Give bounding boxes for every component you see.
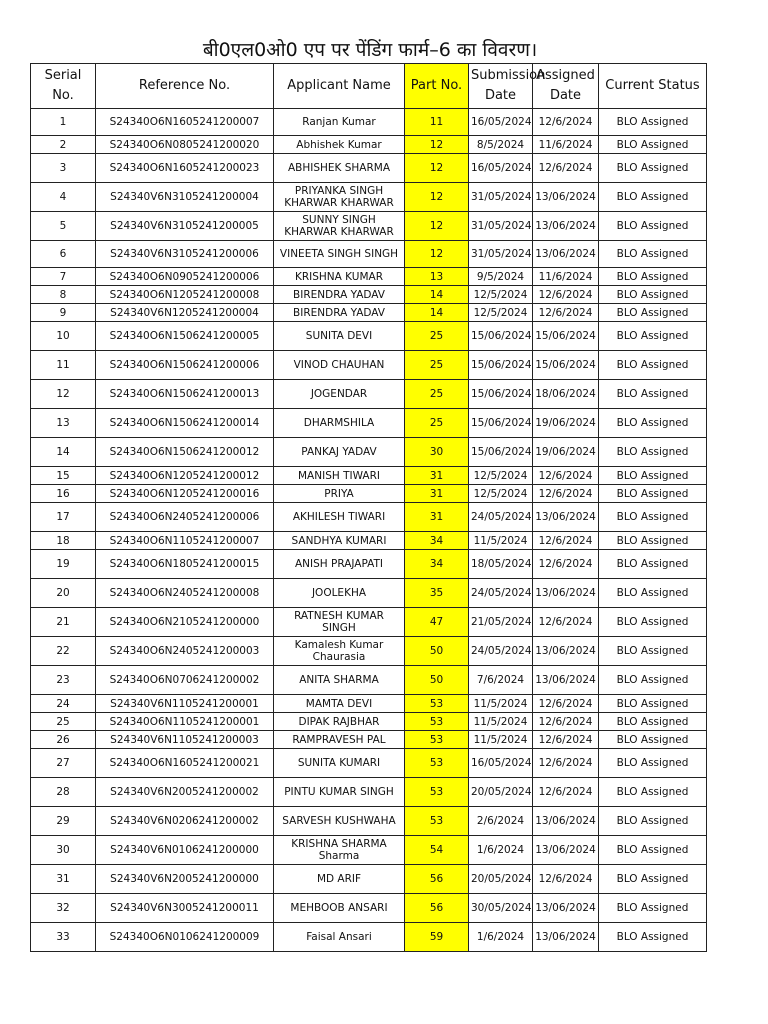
part-number-cell: 34 (405, 532, 469, 550)
part-number-cell: 53 (405, 807, 469, 836)
applicant-name-cell: SARVESH KUSHWAHA (274, 807, 405, 836)
assigned-date-cell: 13/06/2024 (533, 836, 599, 865)
applicant-name-cell: ANISH PRAJAPATI (274, 550, 405, 579)
reference-cell: S24340V6N1205241200004 (96, 304, 274, 322)
assigned-date-cell: 13/06/2024 (533, 923, 599, 952)
submission-date-cell: 12/5/2024 (469, 286, 533, 304)
table-row (31, 731, 707, 749)
submission-date-cell: 15/06/2024 (469, 438, 533, 467)
reference-cell: S24340O6N1205241200016 (96, 485, 274, 503)
part-number-cell: 14 (405, 286, 469, 304)
applicant-name-cell: Ranjan Kumar (274, 109, 405, 136)
status-cell: BLO Assigned (599, 666, 707, 695)
part-number-cell: 53 (405, 731, 469, 749)
assigned-date-cell: 12/6/2024 (533, 485, 599, 503)
applicant-name-cell: SANDHYA KUMARI (274, 532, 405, 550)
document-title: बी0एल0ओ0 एप पर पेंडिंग फार्म–6 का विवरण। (202, 39, 538, 61)
serial-cell: 10 (31, 322, 96, 351)
table-row (31, 550, 707, 579)
table-row (31, 579, 707, 608)
part-number-cell: 25 (405, 322, 469, 351)
table-row (31, 380, 707, 409)
serial-cell: 28 (31, 778, 96, 807)
table-row (31, 608, 707, 637)
part-number-cell: 11 (405, 109, 469, 136)
status-cell: BLO Assigned (599, 894, 707, 923)
table-row (31, 351, 707, 380)
reference-cell: S24340O6N1506241200012 (96, 438, 274, 467)
serial-cell: 3 (31, 154, 96, 183)
part-number-cell: 25 (405, 380, 469, 409)
submission-date-cell: 31/05/2024 (469, 212, 533, 241)
table-row (31, 286, 707, 304)
assigned-date-cell: 12/6/2024 (533, 286, 599, 304)
part-number-cell: 53 (405, 695, 469, 713)
applicant-name-cell: JOOLEKHA (274, 579, 405, 608)
status-cell: BLO Assigned (599, 467, 707, 485)
table-row (31, 304, 707, 322)
reference-cell: S24340O6N0106241200009 (96, 923, 274, 952)
serial-cell: 13 (31, 409, 96, 438)
status-cell: BLO Assigned (599, 154, 707, 183)
reference-cell: S24340O6N1605241200023 (96, 154, 274, 183)
table-row (31, 695, 707, 713)
assigned-date-cell: 12/6/2024 (533, 749, 599, 778)
part-number-cell: 47 (405, 608, 469, 637)
header-reference: Reference No. (96, 64, 274, 109)
part-number-cell: 31 (405, 503, 469, 532)
applicant-name-cell: VINEETA SINGH SINGH (274, 241, 405, 268)
table-row (31, 467, 707, 485)
serial-cell: 6 (31, 241, 96, 268)
applicant-name-cell: BIRENDRA YADAV (274, 286, 405, 304)
serial-cell: 8 (31, 286, 96, 304)
table-row (31, 637, 707, 666)
reference-cell: S24340O6N1605241200007 (96, 109, 274, 136)
serial-cell: 2 (31, 136, 96, 154)
part-number-cell: 12 (405, 154, 469, 183)
table-row (31, 807, 707, 836)
pending-forms-table (30, 63, 707, 952)
submission-date-cell: 12/5/2024 (469, 304, 533, 322)
table-row (31, 109, 707, 136)
submission-date-cell: 15/06/2024 (469, 351, 533, 380)
submission-date-cell: 9/5/2024 (469, 268, 533, 286)
reference-cell: S24340O6N1506241200006 (96, 351, 274, 380)
submission-date-cell: 15/06/2024 (469, 322, 533, 351)
applicant-name-cell: DHARMSHILA (274, 409, 405, 438)
assigned-date-cell: 13/06/2024 (533, 894, 599, 923)
reference-cell: S24340O6N0905241200006 (96, 268, 274, 286)
serial-cell: 12 (31, 380, 96, 409)
serial-cell: 23 (31, 666, 96, 695)
header-serial: Serial No. (31, 64, 96, 109)
assigned-date-cell: 11/6/2024 (533, 268, 599, 286)
assigned-date-cell: 13/06/2024 (533, 666, 599, 695)
assigned-date-cell: 12/6/2024 (533, 695, 599, 713)
table-row (31, 212, 707, 241)
reference-cell: S24340O6N1205241200008 (96, 286, 274, 304)
serial-cell: 17 (31, 503, 96, 532)
part-number-cell: 35 (405, 579, 469, 608)
reference-cell: S24340V6N1105241200001 (96, 695, 274, 713)
submission-date-cell: 1/6/2024 (469, 923, 533, 952)
reference-cell: S24340O6N1506241200005 (96, 322, 274, 351)
status-cell: BLO Assigned (599, 380, 707, 409)
reference-cell: S24340O6N2405241200006 (96, 503, 274, 532)
status-cell: BLO Assigned (599, 836, 707, 865)
part-number-cell: 59 (405, 923, 469, 952)
status-cell: BLO Assigned (599, 322, 707, 351)
status-cell: BLO Assigned (599, 695, 707, 713)
table-row (31, 836, 707, 865)
assigned-date-cell: 18/06/2024 (533, 380, 599, 409)
part-number-cell: 25 (405, 351, 469, 380)
assigned-date-cell: 13/06/2024 (533, 807, 599, 836)
applicant-name-cell: BIRENDRA YADAV (274, 304, 405, 322)
applicant-name-cell: DIPAK RAJBHAR (274, 713, 405, 731)
table-row (31, 241, 707, 268)
table-row (31, 154, 707, 183)
status-cell: BLO Assigned (599, 409, 707, 438)
serial-cell: 15 (31, 467, 96, 485)
status-cell: BLO Assigned (599, 109, 707, 136)
serial-cell: 32 (31, 894, 96, 923)
serial-cell: 24 (31, 695, 96, 713)
status-cell: BLO Assigned (599, 579, 707, 608)
reference-cell: S24340V6N3105241200006 (96, 241, 274, 268)
assigned-date-cell: 12/6/2024 (533, 109, 599, 136)
serial-cell: 29 (31, 807, 96, 836)
status-cell: BLO Assigned (599, 503, 707, 532)
table-row (31, 532, 707, 550)
part-number-cell: 53 (405, 778, 469, 807)
submission-date-cell: 8/5/2024 (469, 136, 533, 154)
applicant-name-cell: Abhishek Kumar (274, 136, 405, 154)
status-cell: BLO Assigned (599, 637, 707, 666)
applicant-name-cell: Faisal Ansari (274, 923, 405, 952)
table-row (31, 778, 707, 807)
assigned-date-cell: 11/6/2024 (533, 136, 599, 154)
serial-cell: 18 (31, 532, 96, 550)
reference-cell: S24340V6N2005241200000 (96, 865, 274, 894)
status-cell: BLO Assigned (599, 713, 707, 731)
submission-date-cell: 12/5/2024 (469, 467, 533, 485)
status-cell: BLO Assigned (599, 550, 707, 579)
reference-cell: S24340V6N2005241200002 (96, 778, 274, 807)
assigned-date-cell: 12/6/2024 (533, 608, 599, 637)
table-row (31, 865, 707, 894)
status-cell: BLO Assigned (599, 749, 707, 778)
table-row (31, 136, 707, 154)
assigned-date-cell: 13/06/2024 (533, 241, 599, 268)
status-cell: BLO Assigned (599, 438, 707, 467)
submission-date-cell: 20/05/2024 (469, 865, 533, 894)
submission-date-cell: 30/05/2024 (469, 894, 533, 923)
assigned-date-cell: 13/06/2024 (533, 637, 599, 666)
table-row (31, 322, 707, 351)
status-cell: BLO Assigned (599, 212, 707, 241)
assigned-date-cell: 13/06/2024 (533, 183, 599, 212)
applicant-name-cell: ABHISHEK SHARMA (274, 154, 405, 183)
reference-cell: S24340V6N3105241200004 (96, 183, 274, 212)
table-row (31, 438, 707, 467)
header-row (31, 64, 707, 109)
status-cell: BLO Assigned (599, 532, 707, 550)
status-cell: BLO Assigned (599, 807, 707, 836)
part-number-cell: 50 (405, 637, 469, 666)
reference-cell: S24340V6N0206241200002 (96, 807, 274, 836)
header-assigned-date: Assigned Date (533, 64, 599, 109)
submission-date-cell: 7/6/2024 (469, 666, 533, 695)
part-number-cell: 12 (405, 136, 469, 154)
assigned-date-cell: 12/6/2024 (533, 304, 599, 322)
submission-date-cell: 31/05/2024 (469, 241, 533, 268)
serial-cell: 30 (31, 836, 96, 865)
submission-date-cell: 18/05/2024 (469, 550, 533, 579)
assigned-date-cell: 12/6/2024 (533, 532, 599, 550)
serial-cell: 5 (31, 212, 96, 241)
serial-cell: 4 (31, 183, 96, 212)
serial-cell: 22 (31, 637, 96, 666)
submission-date-cell: 24/05/2024 (469, 579, 533, 608)
assigned-date-cell: 12/6/2024 (533, 778, 599, 807)
reference-cell: S24340O6N1205241200012 (96, 467, 274, 485)
applicant-name-cell: VINOD CHAUHAN (274, 351, 405, 380)
part-number-cell: 12 (405, 212, 469, 241)
header-submission-date: Submission Date (469, 64, 533, 109)
serial-cell: 27 (31, 749, 96, 778)
reference-cell: S24340O6N0706241200002 (96, 666, 274, 695)
assigned-date-cell: 19/06/2024 (533, 438, 599, 467)
submission-date-cell: 15/06/2024 (469, 380, 533, 409)
table-row (31, 268, 707, 286)
header-applicant: Applicant Name (274, 64, 405, 109)
assigned-date-cell: 15/06/2024 (533, 351, 599, 380)
serial-cell: 1 (31, 109, 96, 136)
applicant-name-cell: RAMPRAVESH PAL (274, 731, 405, 749)
reference-cell: S24340V6N1105241200003 (96, 731, 274, 749)
reference-cell: S24340O6N2105241200000 (96, 608, 274, 637)
applicant-name-cell: SUNITA KUMARI (274, 749, 405, 778)
submission-date-cell: 2/6/2024 (469, 807, 533, 836)
part-number-cell: 53 (405, 749, 469, 778)
applicant-name-cell: MD ARIF (274, 865, 405, 894)
status-cell: BLO Assigned (599, 286, 707, 304)
submission-date-cell: 21/05/2024 (469, 608, 533, 637)
part-number-cell: 34 (405, 550, 469, 579)
header-status: Current Status (599, 64, 707, 109)
submission-date-cell: 24/05/2024 (469, 503, 533, 532)
table-row (31, 923, 707, 952)
serial-cell: 26 (31, 731, 96, 749)
applicant-name-cell: KRISHNA KUMAR (274, 268, 405, 286)
reference-cell: S24340V6N0106241200000 (96, 836, 274, 865)
table-row (31, 409, 707, 438)
reference-cell: S24340O6N2405241200003 (96, 637, 274, 666)
status-cell: BLO Assigned (599, 268, 707, 286)
reference-cell: S24340O6N1105241200001 (96, 713, 274, 731)
serial-cell: 31 (31, 865, 96, 894)
applicant-name-cell: RATNESH KUMAR SINGH (274, 608, 405, 637)
serial-cell: 19 (31, 550, 96, 579)
reference-cell: S24340V6N3105241200005 (96, 212, 274, 241)
part-number-cell: 50 (405, 666, 469, 695)
serial-cell: 33 (31, 923, 96, 952)
applicant-name-cell: MAMTA DEVI (274, 695, 405, 713)
assigned-date-cell: 12/6/2024 (533, 731, 599, 749)
status-cell: BLO Assigned (599, 608, 707, 637)
part-number-cell: 12 (405, 241, 469, 268)
part-number-cell: 56 (405, 894, 469, 923)
reference-cell: S24340O6N1506241200013 (96, 380, 274, 409)
table-body (31, 109, 707, 952)
applicant-name-cell: ANITA SHARMA (274, 666, 405, 695)
part-number-cell: 13 (405, 268, 469, 286)
assigned-date-cell: 19/06/2024 (533, 409, 599, 438)
serial-cell: 21 (31, 608, 96, 637)
applicant-name-cell: MANISH TIWARI (274, 467, 405, 485)
status-cell: BLO Assigned (599, 183, 707, 212)
status-cell: BLO Assigned (599, 923, 707, 952)
submission-date-cell: 24/05/2024 (469, 637, 533, 666)
submission-date-cell: 11/5/2024 (469, 695, 533, 713)
reference-cell: S24340O6N1605241200021 (96, 749, 274, 778)
applicant-name-cell: KRISHNA SHARMA Sharma (274, 836, 405, 865)
assigned-date-cell: 15/06/2024 (533, 322, 599, 351)
status-cell: BLO Assigned (599, 485, 707, 503)
serial-cell: 20 (31, 579, 96, 608)
status-cell: BLO Assigned (599, 304, 707, 322)
assigned-date-cell: 12/6/2024 (533, 467, 599, 485)
submission-date-cell: 11/5/2024 (469, 713, 533, 731)
table-row (31, 183, 707, 212)
status-cell: BLO Assigned (599, 136, 707, 154)
submission-date-cell: 1/6/2024 (469, 836, 533, 865)
part-number-cell: 25 (405, 409, 469, 438)
table-row (31, 485, 707, 503)
submission-date-cell: 12/5/2024 (469, 485, 533, 503)
reference-cell: S24340O6N1105241200007 (96, 532, 274, 550)
applicant-name-cell: AKHILESH TIWARI (274, 503, 405, 532)
serial-cell: 7 (31, 268, 96, 286)
table-row (31, 749, 707, 778)
table-row (31, 713, 707, 731)
reference-cell: S24340O6N0805241200020 (96, 136, 274, 154)
applicant-name-cell: PRIYA (274, 485, 405, 503)
applicant-name-cell: Kamalesh Kumar Chaurasia (274, 637, 405, 666)
part-number-cell: 53 (405, 713, 469, 731)
applicant-name-cell: PINTU KUMAR SINGH (274, 778, 405, 807)
applicant-name-cell: SUNITA DEVI (274, 322, 405, 351)
assigned-date-cell: 12/6/2024 (533, 154, 599, 183)
reference-cell: S24340O6N1506241200014 (96, 409, 274, 438)
serial-cell: 11 (31, 351, 96, 380)
status-cell: BLO Assigned (599, 731, 707, 749)
status-cell: BLO Assigned (599, 865, 707, 894)
applicant-name-cell: PANKAJ YADAV (274, 438, 405, 467)
reference-cell: S24340V6N3005241200011 (96, 894, 274, 923)
table-row (31, 666, 707, 695)
part-number-cell: 30 (405, 438, 469, 467)
serial-cell: 25 (31, 713, 96, 731)
submission-date-cell: 31/05/2024 (469, 183, 533, 212)
applicant-name-cell: MEHBOOB ANSARI (274, 894, 405, 923)
reference-cell: S24340O6N1805241200015 (96, 550, 274, 579)
serial-cell: 9 (31, 304, 96, 322)
submission-date-cell: 16/05/2024 (469, 749, 533, 778)
submission-date-cell: 11/5/2024 (469, 731, 533, 749)
part-number-cell: 56 (405, 865, 469, 894)
submission-date-cell: 11/5/2024 (469, 532, 533, 550)
serial-cell: 14 (31, 438, 96, 467)
part-number-cell: 54 (405, 836, 469, 865)
part-number-cell: 31 (405, 485, 469, 503)
submission-date-cell: 15/06/2024 (469, 409, 533, 438)
submission-date-cell: 16/05/2024 (469, 154, 533, 183)
table-row (31, 503, 707, 532)
submission-date-cell: 16/05/2024 (469, 109, 533, 136)
table-row (31, 894, 707, 923)
status-cell: BLO Assigned (599, 241, 707, 268)
part-number-cell: 12 (405, 183, 469, 212)
header-part: Part No. (405, 64, 469, 109)
applicant-name-cell: PRIYANKA SINGH KHARWAR KHARWAR (274, 183, 405, 212)
assigned-date-cell: 13/06/2024 (533, 503, 599, 532)
submission-date-cell: 20/05/2024 (469, 778, 533, 807)
serial-cell: 16 (31, 485, 96, 503)
assigned-date-cell: 12/6/2024 (533, 865, 599, 894)
assigned-date-cell: 12/6/2024 (533, 713, 599, 731)
assigned-date-cell: 12/6/2024 (533, 550, 599, 579)
applicant-name-cell: SUNNY SINGH KHARWAR KHARWAR (274, 212, 405, 241)
part-number-cell: 31 (405, 467, 469, 485)
status-cell: BLO Assigned (599, 351, 707, 380)
part-number-cell: 14 (405, 304, 469, 322)
status-cell: BLO Assigned (599, 778, 707, 807)
applicant-name-cell: JOGENDAR (274, 380, 405, 409)
assigned-date-cell: 13/06/2024 (533, 212, 599, 241)
assigned-date-cell: 13/06/2024 (533, 579, 599, 608)
reference-cell: S24340O6N2405241200008 (96, 579, 274, 608)
